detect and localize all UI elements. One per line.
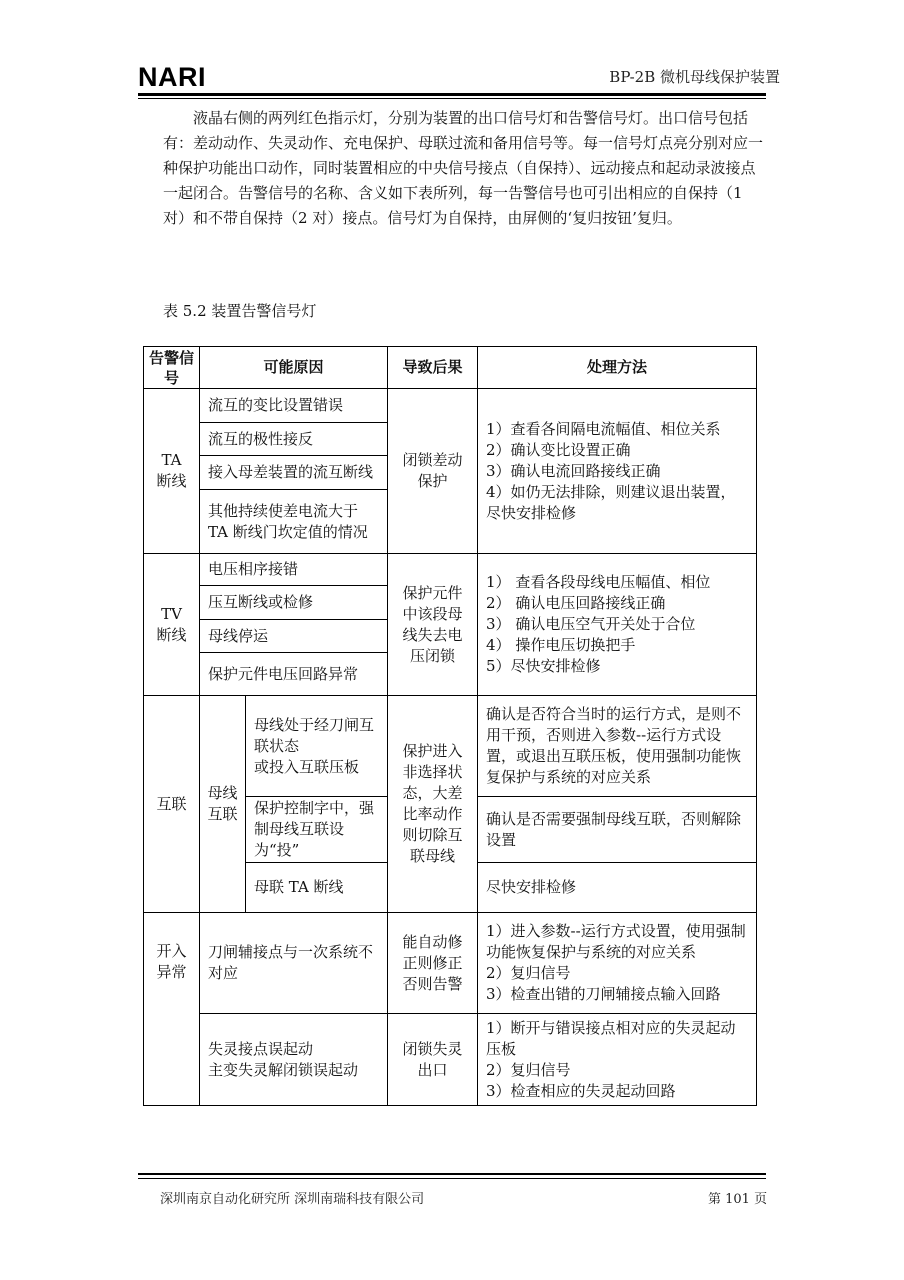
consequence-interlink: 保护进入非选择状态，大差比率动作则切除互联母线: [388, 696, 478, 913]
handling-failure: [478, 1014, 757, 1106]
signal-interlink: 互联: [144, 696, 200, 913]
handling-line: 4） 操作电压切换把手: [486, 636, 636, 654]
handling-line: 2）复归信号: [486, 964, 571, 982]
header-rule: [138, 93, 766, 96]
cause-cell: [246, 696, 388, 797]
handling-line: 1）断开与错误接点相对应的失灵起动压板: [486, 1018, 736, 1058]
handling-line: 3）检查相应的失灵起动回路: [486, 1081, 676, 1100]
alarm-signal-table: [143, 346, 757, 1106]
table-row: [144, 913, 757, 1014]
signal-input: 开入异常: [144, 913, 200, 1106]
footer-rule: [138, 1173, 766, 1175]
intro-paragraph: 液晶右侧的两列红色指示灯，分别为装置的出口信号灯和告警信号灯。出口信号包括有：差动动作、失灵动作、充电保护、母联过流和备用信号等。每一信号灯点亮分别对应一种保护功能出口动作，同时装置相应的中央信号接点（自保持）、远动接点和起动录波接点一起闭合。告警信号的名称、含义如下表所列，每一告警信号也可引出相应的自保持（1 对）和不带自保持（2 对）接点。信号灯为自保持，由屏侧的‘复归按钮’复归。: [163, 109, 764, 227]
handling-input: [478, 913, 757, 1014]
consequence-tv: 保护元件中该段母线失去电压闭锁: [388, 554, 478, 696]
handling-cell: 确认是否符合当时的运行方式，是则不用干预，否则进入参数--运行方式设置，或退出互联压板，使用强制功能恢复保护与系统的对应关系: [478, 696, 757, 797]
table-header-row: [144, 347, 757, 389]
document-title: BP-2B 微机母线保护装置: [609, 68, 780, 86]
handling-cell: 确认是否需要强制母线互联，否则解除设置: [478, 797, 757, 863]
cause-cell: 母线停运: [200, 620, 388, 653]
nari-logo: NARI: [138, 62, 206, 92]
handling-line: 1）查看各间隔电流幅值、相位关系: [486, 419, 721, 438]
consequence-input: 能自动修正则修正否则告警: [388, 913, 478, 1014]
table-caption: 表 5.2 装置告警信号灯: [163, 302, 317, 320]
footer-rule-thin: [138, 1178, 766, 1179]
handling-line: 3） 确认电压空气开关处于合位: [486, 615, 696, 633]
cause-line: 或投入互联压板: [254, 757, 360, 776]
cause-cell: 接入母差装置的流互断线: [200, 456, 388, 490]
cause-cell: 压互断线或检修: [200, 586, 388, 620]
handling-cell: 尽快安排检修: [478, 863, 757, 913]
cause-cell: 流互的极性接反: [200, 423, 388, 456]
handling-line: 2）复归信号: [486, 1060, 571, 1079]
handling-line: 4）如仍无法排除，则建议退出装置，尽快安排检修: [486, 482, 736, 522]
handling-line: 1）进入参数--运行方式设置，使用强制功能恢复保护与系统的对应关系: [486, 922, 746, 961]
consequence-ta: 闭锁差动保护: [388, 389, 478, 554]
handling-line: 5）尽快安排检修: [486, 657, 601, 675]
handling-line: 3）确认电流回路接线正确: [486, 461, 661, 480]
handling-line: 3）检查出错的刀闸辅接点输入回路: [486, 985, 721, 1003]
cause-line: 母线处于经刀闸互联状态: [254, 715, 375, 755]
handling-tv: [478, 554, 757, 696]
handling-ta: [478, 389, 757, 554]
table-row: [144, 554, 757, 586]
header-signal: 告警信号: [144, 347, 200, 389]
cause-cell: [200, 1014, 388, 1106]
handling-line: 1） 查看各段母线电压幅值、相位: [486, 573, 711, 591]
handling-line: 2）确认变比设置正确: [486, 440, 631, 459]
cause-cell: 流互的变比设置错误: [200, 389, 388, 423]
header-cause: 可能原因: [200, 347, 388, 389]
header-rule-thin: [138, 98, 766, 99]
intro-section: [163, 106, 763, 231]
cause-cell: 保护控制字中，强制母线互联设为“投”: [246, 797, 388, 863]
signal-ta: TA 断线: [144, 389, 200, 554]
page-number: 第 101 页: [708, 1192, 768, 1207]
cause-cell: 电压相序接错: [200, 554, 388, 586]
footer-organization: 深圳南京自动化研究所 深圳南瑞科技有限公司: [160, 1192, 425, 1207]
handling-line: 2） 确认电压回路接线正确: [486, 594, 666, 612]
interlink-subgroup: 母线互联: [200, 696, 246, 913]
cause-cell: 保护元件电压回路异常: [200, 653, 388, 696]
cause-line: 主变失灵解闭锁误起动: [208, 1060, 359, 1079]
cause-line: 失灵接点误起动: [208, 1039, 314, 1058]
table-row: [144, 1014, 757, 1106]
header-handling: 处理方法: [478, 347, 757, 389]
cause-cell: 母联 TA 断线: [246, 863, 388, 913]
header-consequence: 导致后果: [388, 347, 478, 389]
table-row: [144, 696, 757, 797]
table-row: [144, 389, 757, 423]
cause-cell: 其他持续使差电流大于 TA 断线门坎定值的情况: [200, 490, 388, 554]
signal-tv: TV 断线: [144, 554, 200, 696]
cause-cell: 刀闸辅接点与一次系统不对应: [200, 913, 388, 1014]
consequence-failure: 闭锁失灵出口: [388, 1014, 478, 1106]
